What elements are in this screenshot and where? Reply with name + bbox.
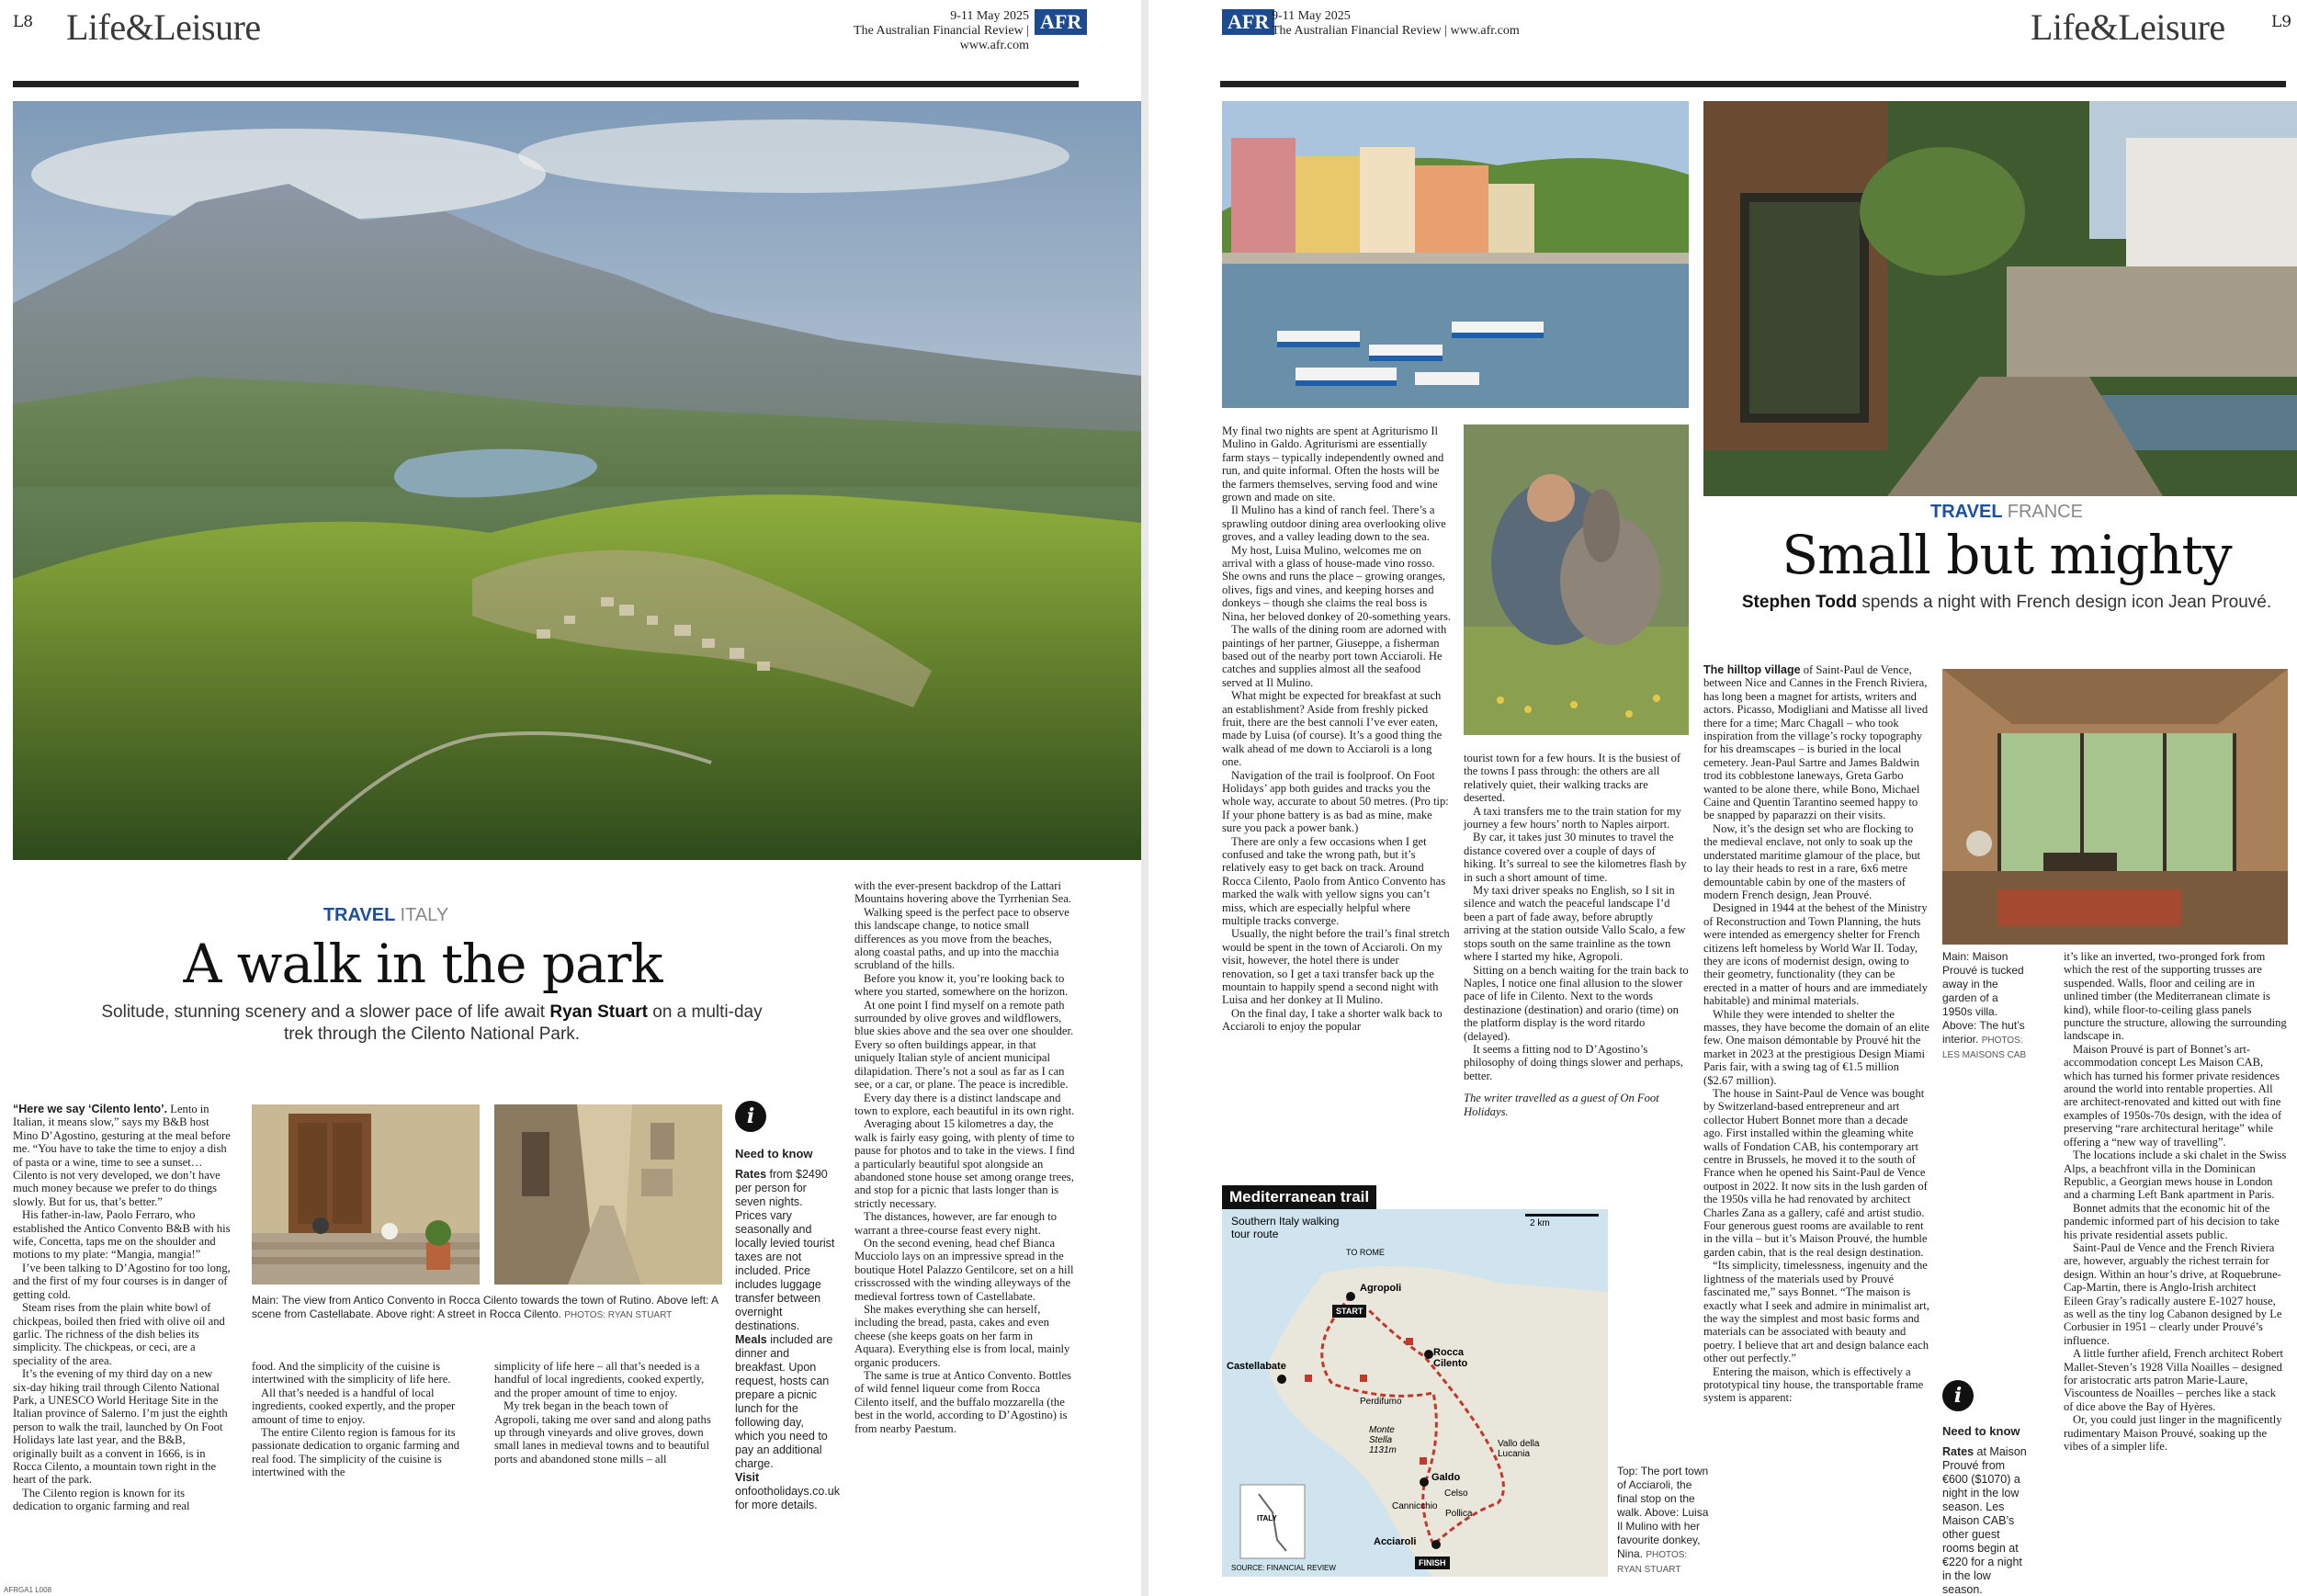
paragraph: Or, you could just linger in the magnificently rudimentary Maison Prouvé, soaking up the vibes of a simpler life. — [2064, 1413, 2282, 1454]
story-kicker — [294, 905, 478, 926]
afr-logo: AFR — [1222, 9, 1274, 35]
lead-in: “Here we say ‘Cilento lento’. — [13, 1103, 168, 1115]
page-footer-code: AFRGA1 L008 — [4, 1586, 52, 1594]
page-number: L8 — [13, 13, 34, 31]
standfirst-author: Stephen Todd — [1741, 593, 1858, 612]
body-column-4 — [854, 879, 1075, 1435]
paragraph: At one point I find myself on a remote path surrounded by olive groves and wildflowers, blue skies above and the sea over one shoulder. Every so often buildings appear, in that uniquely Italian style of ancient municipal dilapidation. There’s not a soul as far as I can see, or a car, or plane. The peace is incredible. — [854, 998, 1074, 1092]
left-page — [0, 0, 1141, 1596]
paragraph: Steam rises from the plain white bowl of chickpeas, boiled then fried with olive oil and garlic. The richness of the dish belies its simplicity. The chickpeas, or ceci, are a speciality of the area. — [13, 1301, 225, 1367]
photo-caption — [1942, 950, 2027, 1062]
paragraph: Maison Prouvé is part of Bonnet’s art-accommodation concept Les Maison CAB, which has turned his former private residences around the world into rentable properties. All are architect-renovated and kitted out with fine examples of 1950s-70s design, with the idea of preserving “rare architectural heritage” while offering a “new way of travelling”. — [2064, 1042, 2282, 1149]
paragraph: I’ve been talking to D’Agostino for too long, and the first of my four courses is in danger of getting cold. — [13, 1261, 231, 1301]
map-source: SOURCE: FINANCIAL REVIEW — [1231, 1564, 1336, 1572]
paragraph: The distances, however, are far enough to warrant a three-course feast every night. — [854, 1210, 1058, 1237]
need-to-know-box — [1942, 1424, 2027, 1596]
info-meals: included are dinner and breakfast. Upon request, hosts can prepare a picnic lunch for the following day, which you need to pay an additional charge. — [735, 1333, 833, 1470]
photo-acciaroli-port — [1222, 101, 1689, 408]
body-column-1 — [13, 1103, 232, 1513]
photo-credit: PHOTOS: LES MAISONS CAB — [1942, 1036, 2027, 1060]
info-rates: from $2490 per person for seven nights. Prices vary seasonally and locally levied tourist taxes are not included. Price includes luggage transfer between overnight destinations. — [735, 1168, 835, 1332]
map-start-label: START — [1332, 1305, 1366, 1318]
info-rates: at Maison Prouvé from €600 ($1070) a night in the low season. Les Maison CAB’s other guest rooms begin at €220 for a night in the low season. — [1942, 1445, 2027, 1596]
photo-caption — [252, 1294, 722, 1322]
paragraph: Lento in Italian, it means slow,” says my B&B host Mino D’Agostino, gesturing at the meal before me. “You have to take the time to enjoy a dish of pasta or a wine, time to see a sunset… Cilento is not very developed, we don’t have much money because we prefer to do things slowly. But for us, that’s better.” — [13, 1103, 231, 1208]
paragraph: On the second evening, head chef Bianca Mucciolo lays on an impressive spread in the boutique Hotel Palazzo Gentilcore, set on a hill crisscrossed with the winding alleyways of the medieval fortress town of Castellabate. — [854, 1236, 1074, 1303]
right-page — [1148, 0, 2297, 1596]
map-monte-stella: Monte Stella 1131m — [1369, 1425, 1397, 1455]
section-title: Life&Leisure — [2031, 6, 2225, 48]
paragraph: Il Mulino has a kind of ranch feel. There’s a sprawling outdoor dining area overlooking olive groves, and a valley leading down to the sea. — [1222, 504, 1446, 544]
paragraph: of Saint-Paul de Vence, between Nice and Cannes in the French Riviera, has long been a magnet for artists, writers and actors. Picasso, Modigliani and Matisse all lived there for a time; Marc Chagall – who took inspiration from the village’s rocky topography for his dreamscapes – is buried in the local cemetery. Jean-Paul Sartre and James Baldwin trod its cobblestone laneways, Greta Garbo wanted to be alone there, while Bono, Michael Caine and Quentin Tarantino seemed happy to be snapped by paparazzi on their visits. — [1703, 663, 1929, 822]
donkey-illustration — [1464, 424, 1689, 735]
photo-credit: PHOTOS: RYAN STUART — [1617, 1550, 1688, 1575]
info-visit-link[interactable]: onfootholidays.co.uk for more details. — [735, 1485, 840, 1511]
map-town-celso: Celso — [1444, 1488, 1468, 1499]
paragraph: Saint-Paul de Vence and the French Riviera are, however, arguably the richest terrain for design. Within an hour’s drive, at Roquebrune-Cap-Martin, there is Anglo-Irish architect Eileen Gray’s radically austere E-1027 house, as well as the tiny log Cabanon designed by Le Corbusier in 1951 – clearly under Prouvé’s influence. — [2064, 1240, 2282, 1347]
paragraph: His father-in-law, Paolo Ferraro, who established the Antico Convento B&B with his wife, Concetta, taps me on the shoulder and motions to my plate: “Mangia, mangia!” — [13, 1208, 231, 1262]
dateline — [799, 9, 1029, 53]
photo-luisa-with-donkey — [1464, 424, 1689, 735]
standfirst-outro: on a multi-day trek through the Cilento National Park. — [283, 1002, 763, 1044]
main-photo-cilento-valley — [13, 101, 1141, 860]
landscape-illustration — [13, 101, 1141, 860]
headline: A walk in the park — [183, 933, 662, 995]
paragraph: A little further afield, French architect Robert Mallet-Steven’s 1928 Villa Noailles – designed for aristocratic arts patron Marie-Laure, Viscountess de Noailles – perches like a stack of dice above the Bay of Hyères. — [2064, 1347, 2284, 1413]
paragraph: She makes everything she can herself, including the bread, pasta, cakes and even cheese (she keeps goats on her farm in Aquara). Everything else is from local, mainly organic producers. — [854, 1303, 1070, 1369]
dateline-date: 9-11 May 2025 — [1272, 9, 1351, 23]
paragraph: with the ever-present backdrop of the Lattari Mountains hovering above the Tyrrhenian Sea. — [854, 879, 1072, 906]
info-icon: i — [735, 1101, 766, 1132]
paragraph: The Cilento region is known for its dedication to organic farming and real — [13, 1486, 190, 1513]
kicker-place: FRANCE — [2007, 502, 2083, 522]
map-title: Mediterranean trail — [1222, 1185, 1376, 1209]
paragraph: All that’s needed is a handful of local ingredients, cooked expertly, and the proper amount of time to enjoy. — [252, 1386, 456, 1426]
info-title: Need to know — [735, 1147, 813, 1160]
paragraph: “Its simplicity, timelessness, ingenuity and the lightness of the materials used by Prouvé fascinated me,” says Bonnet. “The maison is exactly what I seek and admire in minimalist art, the way the simplest and most basic forms and materials can be associated with beauty and poetry. I believe that art and design balance each other out perfectly.” — [1703, 1259, 1929, 1365]
dateline-date: 9-11 May 2025 — [950, 9, 1029, 23]
map-town-cannicchio: Cannicchio — [1392, 1501, 1438, 1511]
standfirst-outro: spends a night with French design icon Jean Prouvé. — [1861, 593, 2272, 612]
paragraph: On the final day, I take a shorter walk back to Acciaroli to enjoy the popular — [1222, 1006, 1443, 1034]
kicker-travel: TRAVEL — [322, 905, 395, 925]
standfirst — [1722, 592, 2291, 614]
map-italy-inset-label: ITALY — [1257, 1514, 1277, 1522]
body-column-b — [1464, 752, 1689, 1118]
info-rates-label: Rates — [735, 1168, 767, 1181]
photo-rocca-cilento-street — [494, 1104, 722, 1285]
map-to-rome: TO ROME — [1346, 1248, 1385, 1257]
paragraph: It seems a fitting nod to D’Agostino’s philosophy of doing things slower and perhaps, better. — [1464, 1042, 1683, 1082]
paragraph: There are only a few occasions when I get confused and take the wrong path, but it’s relatively easy to get back on track. Around Rocca Cilento, Paolo from Antico Convento has marked the walk with yellow signs you can’t miss, which are especially helpful where multiple tracks converge. — [1222, 834, 1446, 928]
paragraph: Sitting on a bench waiting for the train back to Naples, I notice one final allusion to the slower pace of life in Cilento. Next to the words destinazione (destination) and orario (time) on the platform display is the word ritardo (delayed). — [1464, 963, 1689, 1043]
paragraph: simplicity of life here – all that’s needed is a handful of local ingredients, cooked expertly, and the proper amount of time to enjoy. — [494, 1360, 705, 1399]
paragraph: Navigation of the trail is foolproof. On Foot Holidays’ app both guides and tracks you the whole way, accurate to about 50 metres. (Pro tip: If your phone battery is as bad as mine, make sure you pack a power bank.) — [1222, 768, 1449, 835]
paragraph: Averaging about 15 kilometres a day, the walk is fairly easy going, with plenty of time to pause for photos and to take in the views. I find a particularly beautiful spot alongside an abandoned stone house set among orange trees, and stop for a picnic that lasts longer than is strictly necessary. — [854, 1117, 1075, 1210]
info-visit-label: Visit — [735, 1471, 760, 1484]
map-town-galdo: Galdo — [1431, 1472, 1461, 1483]
kicker-place: ITALY — [400, 905, 449, 925]
info-title: Need to know — [1942, 1424, 2020, 1438]
paragraph: The locations include a ski chalet in the Swiss Alps, a beachfront villa in the Dominican Republic, a Georgian mews house in London and a charming Left Bank apartment in Paris. — [2064, 1149, 2287, 1202]
map-town-rocca-cilento: Rocca Cilento — [1433, 1347, 1468, 1369]
paragraph: My taxi driver speaks no English, so I sit in silence and watch the peaceful landscape I’d been a part of fade away, before abruptly arriving at the station outside Vallo Scalo, a few stops south on the same trainline as the town where I started my hike, Agropoli. — [1464, 884, 1686, 964]
standfirst-author: Ryan Stuart — [549, 1002, 648, 1022]
lead-in: The hilltop village — [1703, 663, 1801, 676]
paragraph: Now, it’s the design set who are flocking to the medieval enclave, not only to soak up the understated maritime glamour of the place, but to lay their heads to rest in a rare, 6x6 metre demountable cabin by one of the masters of modern French design, Jean Prouvé. — [1703, 821, 1921, 901]
photo-credit: PHOTOS: RYAN STUART — [564, 1310, 673, 1320]
map-town-vallo-della-lucania: Vallo della Lucania — [1498, 1439, 1540, 1459]
map-scale: 2 km — [1530, 1218, 1550, 1228]
paragraph: it’s like an inverted, two-pronged fork from which the rest of the supporting trusses are suspended. Walls, floor and ceiling are in unlined timber (the Mediterranean climate is kind), while floor-to-ceiling glass panels puncture the structure, allowing the surrounding landscape in. — [2064, 950, 2287, 1043]
map-subtitle: Southern Italy walking tour route — [1231, 1215, 1340, 1240]
body-column-d — [2064, 950, 2288, 1453]
standfirst-intro: Solitude, stunning scenery and a slower pace of life await — [101, 1002, 546, 1022]
trail-map — [1222, 1209, 1608, 1577]
dateline-publication: The Australian Financial Review | www.afr.com — [1272, 24, 1520, 38]
paragraph: My trek began in the beach town of Agropoli, taking me over sand and along paths up through vineyards and olive groves, down small lanes in medieval towns and to beautiful ports and abandoned stone mills – all — [494, 1399, 711, 1466]
headline: Small but mighty — [1782, 524, 2232, 586]
masthead-rule — [13, 81, 1079, 87]
garden-illustration — [1703, 101, 2297, 496]
map-town-acciaroli: Acciaroli — [1374, 1536, 1417, 1547]
castellabate-illustration — [252, 1104, 480, 1285]
page-number: L9 — [2271, 13, 2292, 31]
paragraph: tourist town for a few hours. It is the busiest of the towns I pass through: the others are all relatively quiet, their walking tracks are deserted. — [1464, 752, 1681, 805]
paragraph: The entire Cilento region is famous for its passionate dedication to organic farming and real food. The simplicity of the cuisine is intertwined with the — [252, 1426, 460, 1479]
paragraph: My final two nights are spent at Agriturismo Il Mulino in Galdo. Agriturismi are essentially farm stays – typically independently owned and run, and quite informal. Often the hosts will be the farmers themselves, serving food and wine grown and made on site. — [1222, 424, 1444, 504]
paragraph: The house in Saint-Paul de Vence was bought by Switzerland-based entrepreneur and art collector Hubert Bonnet more than a decade ago. First installed within the gleaming white walls of Fondation CAB, his contemporary art centre in Brussels, he moved it to the south of France when he opened his Saint-Paul de Vence outpost in 2022. It now sits in the lush garden of the 1950s villa he had renovated by architect Charles Zana as a gallery, café and artist studio. Four generous guest rooms are available to rent in the villa – but it’s Maison Prouvé, the humble garden cabin, that is the real design destination. — [1703, 1087, 1928, 1259]
paragraph: By car, it takes just 30 minutes to travel the distance covered over a couple of days of hiking. It’s surreal to see the kilometres flash by in such a short amount of time. — [1464, 831, 1687, 884]
paragraph: It’s the evening of my third day on a new six-day hiking trail through Cilento National Park, a UNESCO World Heritage Site in the Italian province of Salerno. I’m just the eighth person to walk the trail, launched by On Foot Holidays late last year, and the B&B, originally built as a convent in 1666, is in Rocca Cilento, a mountain town right in the heart of the park. — [13, 1367, 228, 1487]
paragraph: Before you know it, you’re looking back to where you started, somewhere on the horizon. — [854, 971, 1069, 999]
body-column-3 — [494, 1360, 715, 1466]
photo-caption — [1617, 1465, 1709, 1577]
paragraph: A taxi transfers me to the train station for my journey a few hours’ north to Naples airport. — [1464, 804, 1681, 832]
caption-text: Main: The view from Antico Convento in Rocca Cilento towards the town of Rutino. Above left: A scene from Castellabate. Above right: A street in Rocca Cilento. — [252, 1294, 719, 1320]
map-finish-label: FINISH — [1415, 1556, 1450, 1569]
body-column-c — [1703, 663, 1929, 1405]
map-town-castellabate: Castellabate — [1227, 1361, 1286, 1372]
map-town-perdifumo: Perdifumo — [1360, 1397, 1402, 1407]
kicker-travel: TRAVEL — [1930, 502, 2003, 522]
body-column-a — [1222, 424, 1452, 1034]
photo-maison-prouve-garden — [1703, 101, 2297, 496]
map-town-agropoli: Agropoli — [1360, 1283, 1402, 1294]
paragraph: What might be expected for breakfast at such an establishment? Aside from freshly picked fruit, there are the best cannoli I’ve ever eaten, made by Luisa (of course). It’s a good thing the walk ahead of me down to Acciaroli is a long one. — [1222, 689, 1443, 769]
need-to-know-box — [735, 1147, 840, 1512]
paragraph: Entering the maison, which is effectively a prototypical tiny house, the transportable frame system is apparent: — [1703, 1364, 1924, 1405]
photo-castellabate-door — [252, 1104, 480, 1285]
interior-illustration — [1942, 669, 2288, 945]
caption-text: Top: The port town of Acciaroli, the final stop on the walk. Above: Luisa Il Mulino with her favourite donkey, Nina. — [1617, 1465, 1709, 1560]
map-town-pollica: Pollica — [1445, 1509, 1473, 1519]
paragraph: Walking speed is the perfect pace to observe this landscape change, to notice small differences as you move from the beaches, along coastal paths, and up into the macchia scrubland of the hills. — [854, 905, 1069, 972]
paragraph: While they were intended to shelter the masses, they have become the domain of an elite few. One maison démontable by Prouvé hit the market in 2023 at the prestigious Design Miami Paris fair, with a swing tag of €1.5 million ($2.67 million). — [1703, 1007, 1929, 1087]
info-meals-label: Meals — [735, 1333, 767, 1346]
dateline — [1272, 9, 1547, 39]
info-icon: i — [1942, 1380, 1974, 1411]
body-column-2 — [252, 1360, 472, 1479]
paragraph: Designed in 1944 at the behest of the Ministry of Reconstruction and Town Planning, the huts were intended as emergency shelter for French citizens left homeless by World War II. Today, they are icons of modernist design, owing to their geometry, functionality (they can be erected in a matter of hours and are immediately habitable) and minimal materials. — [1703, 901, 1929, 1008]
section-title: Life&Leisure — [66, 6, 261, 48]
map-graphic — [1222, 1209, 1608, 1577]
paragraph: Bonnet admits that the economic hit of the pandemic informed part of his decision to take his private residential assets public. — [2064, 1201, 2280, 1241]
caption-text: Main: Maison Prouvé is tucked away in the garden of a 1950s villa. Above: The hut’s interior. — [1942, 950, 2025, 1046]
photo-prouve-hut-interior — [1942, 669, 2288, 945]
standfirst — [101, 1002, 763, 1046]
afr-logo: AFR — [1035, 9, 1087, 35]
masthead-rule — [1220, 81, 2286, 87]
paragraph: My host, Luisa Mulino, welcomes me on arrival with a glass of house-made vino rosso. She owns and runs the place – growing oranges, olives, figs and vines, and keeping horses and donkeys – though she claims the real boss is Nina, her beloved donkey of 20-something years. — [1222, 543, 1452, 623]
paragraph: The same is true at Antico Convento. Bottles of wild fennel liqueur come from Rocca Cilento itself, and the buffalo mozzarella (the best in the world, according to D’Agostino) is from nearby Paestum. — [854, 1369, 1071, 1435]
paragraph: food. And the simplicity of the cuisine is intertwined with the simplicity of life here. — [252, 1360, 451, 1387]
writer-note: The writer travelled as a guest of On Foot Holidays. — [1464, 1092, 1659, 1118]
port-illustration — [1222, 101, 1689, 408]
story-kicker — [1887, 502, 2126, 523]
dateline-publication: The Australian Financial Review | www.afr.com — [854, 24, 1029, 52]
info-rates-label: Rates — [1942, 1445, 1975, 1458]
street-illustration — [494, 1104, 722, 1285]
paragraph: Usually, the night before the trail’s final stretch would be spent in the town of Acciaroli. On my visit, however, the hotel there is under renovation, so I get a taxi transfer back up the mountain to happily spend a second night with Luisa and her donkey at Il Mulino. — [1222, 927, 1450, 1007]
paragraph: The walls of the dining room are adorned with paintings of her partner, Giuseppe, a fisherman based out of the nearby port town Acciaroli. He catches and supplies almost all the seafood served at Il Mulino. — [1222, 623, 1447, 689]
paragraph: Every day there is a distinct landscape and town to explore, each beautiful in its own right. — [854, 1091, 1075, 1117]
